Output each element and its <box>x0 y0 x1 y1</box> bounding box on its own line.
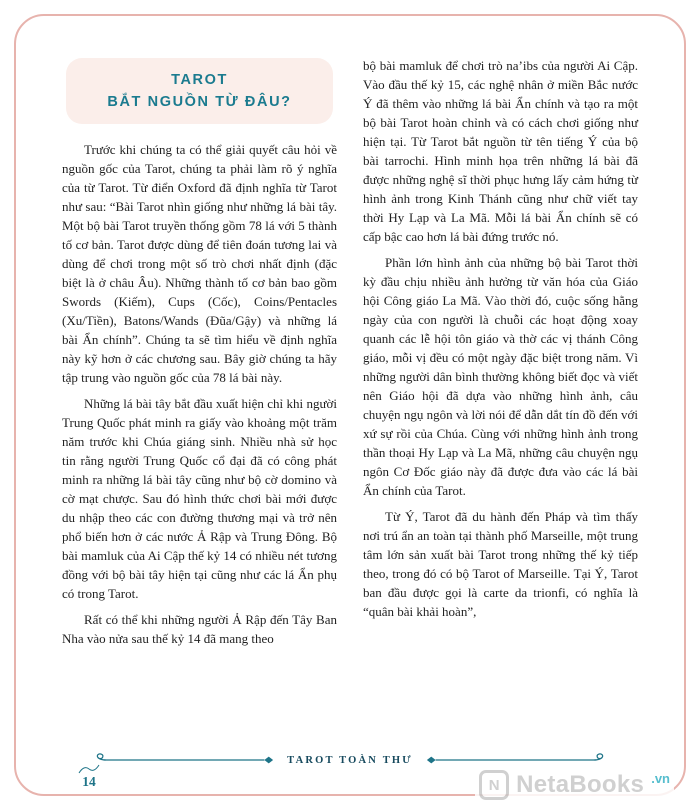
paragraph: Những lá bài tây bắt đầu xuất hiện chỉ khi người Trung Quốc phát minh ra giấy vào khoảng một trăm năm trước khi Chúa giáng sinh. Nhiều nhà sử học tin rằng người Trung Quốc cổ đại đã có công phát minh ra những lá bài tây cũng như bộ cờ domino và cờ mạt chược. Sau đó hình thức chơi bài mới được du nhập theo các con đường thương mại và trở nên phổ biến hơn ở các nước Ả Rập và Trung Đông. Bộ bài mamluk của Ai Cập thế kỷ 14 có nhiều nét tương đồng với bộ bài tây hiện tại cũng như các lá Ẩn phụ có trong Tarot. <box>62 395 337 601</box>
watermark <box>475 770 674 800</box>
page-content <box>62 56 638 655</box>
watermark-domain: .vn <box>651 771 670 786</box>
paragraph: Rất có thể khi những người Ả Rập đến Tây Ban Nha vào nửa sau thế kỷ 14 đã mang theo <box>62 611 337 646</box>
footer-flourish-left-icon <box>92 752 277 768</box>
page-number-ornament-icon <box>78 764 100 774</box>
paragraph: bộ bài mamluk để chơi trò na’ibs của người Ai Cập. Vào đầu thế kỷ 15, các nghệ nhân ở miền Bắc nước Ý đã thêm vào những lá bài Ẩn chính và tạo ra một bộ bài Tarot hoàn chỉnh và có cách chơi giống như hiện tại. Từ Tarot bắt nguồn từ tên tiếng Ý của bộ bài tarrochi. Hình minh họa trên những lá bài đã được những nghệ sĩ thời phục hưng lấy cảm hứng từ hình ảnh trong Kinh Thánh cũng như chữ viết tay thời Hy Lạp và La Mã. Mỗi lá bài Ẩn chính sẽ có cấp bậc cao hơn lá bài đứng trước nó. <box>363 58 638 244</box>
right-column <box>363 56 638 655</box>
footer-book-title: TAROT TOÀN THƯ <box>287 754 413 766</box>
paragraph: Từ Ý, Tarot đã du hành đến Pháp và tìm thấy nơi trú ẩn an toàn tại thành phố Marseille, một trung tâm lớn sản xuất bài Tarot trong những thế kỷ tiếp theo, trong đó có bộ Tarot of Marseille. Tại Ý, Tarot ban đầu được gọi là carte da trionfi, có nghĩa là “quân bài khải hoàn”, <box>363 509 638 619</box>
paragraph: Phần lớn hình ảnh của những bộ bài Tarot thời kỳ đầu chịu nhiều ảnh hưởng từ văn hóa của Giáo hội Công giáo La Mã. Vào thời đó, cuộc sống hằng ngày của con người là chuỗi các hoạt động xoay quanh các lễ hội tôn giáo và thờ các vị thánh Công giáo, mỗi vị đều có một ngày đặc biệt trong năm. Vì những người dân bình thường không biết đọc và viết nên Giáo hội đã dựa vào những hình ảnh, câu chuyện ngụ ngôn và lời nói để dẫn dắt tín đồ đến với xứ sự rồi của Chúa. Cùng với những hình ảnh trong thần thoại Hy Lạp và La Mã, những câu chuyện ngụ ngôn Cơ Đốc giáo này đã được đưa vào các lá bài Ẩn chính của Tarot. <box>363 255 638 498</box>
footer-flourish-right-icon <box>423 752 608 768</box>
page-number-block <box>74 764 104 790</box>
footer <box>58 752 642 768</box>
netabooks-logo-icon: N <box>479 770 509 800</box>
watermark-brand: NetaBooks <box>516 771 645 798</box>
left-column <box>62 56 337 655</box>
page-number: 14 <box>82 774 96 789</box>
chapter-title-card <box>66 58 333 124</box>
paragraph: Trước khi chúng ta có thể giải quyết câu hỏi về nguồn gốc của Tarot, chúng ta phải làm rõ ý nghĩa của từ Tarot. Từ điển Oxford đã định nghĩa từ Tarot như sau: “Bài Tarot nhìn giống như những lá bài tây. Một bộ bài Tarot truyền thống gồm 78 lá với 5 thành tố cơ bản. Tarot được dùng để tiên đoán tương lai và dùng để chơi trong một số trò chơi nhất định (đặc biệt là ở châu Âu). Những thành tố cơ bản bao gồm Swords (Kiếm), Cups (Cốc), Coins/Pentacles (Xu/Tiền), Batons/Wands (Đũa/Gậy) và những lá bài Ẩn chính”. Chúng ta sẽ tìm hiểu về định nghĩa này kỹ hơn ở các chương sau. Bây giờ chúng ta hãy tập trung vào nguồn gốc của 78 lá bài này. <box>62 141 337 385</box>
chapter-title-line-2: BẮT NGUỒN TỪ ĐÂU? <box>107 94 292 111</box>
chapter-title-line-1: TAROT <box>171 72 228 88</box>
